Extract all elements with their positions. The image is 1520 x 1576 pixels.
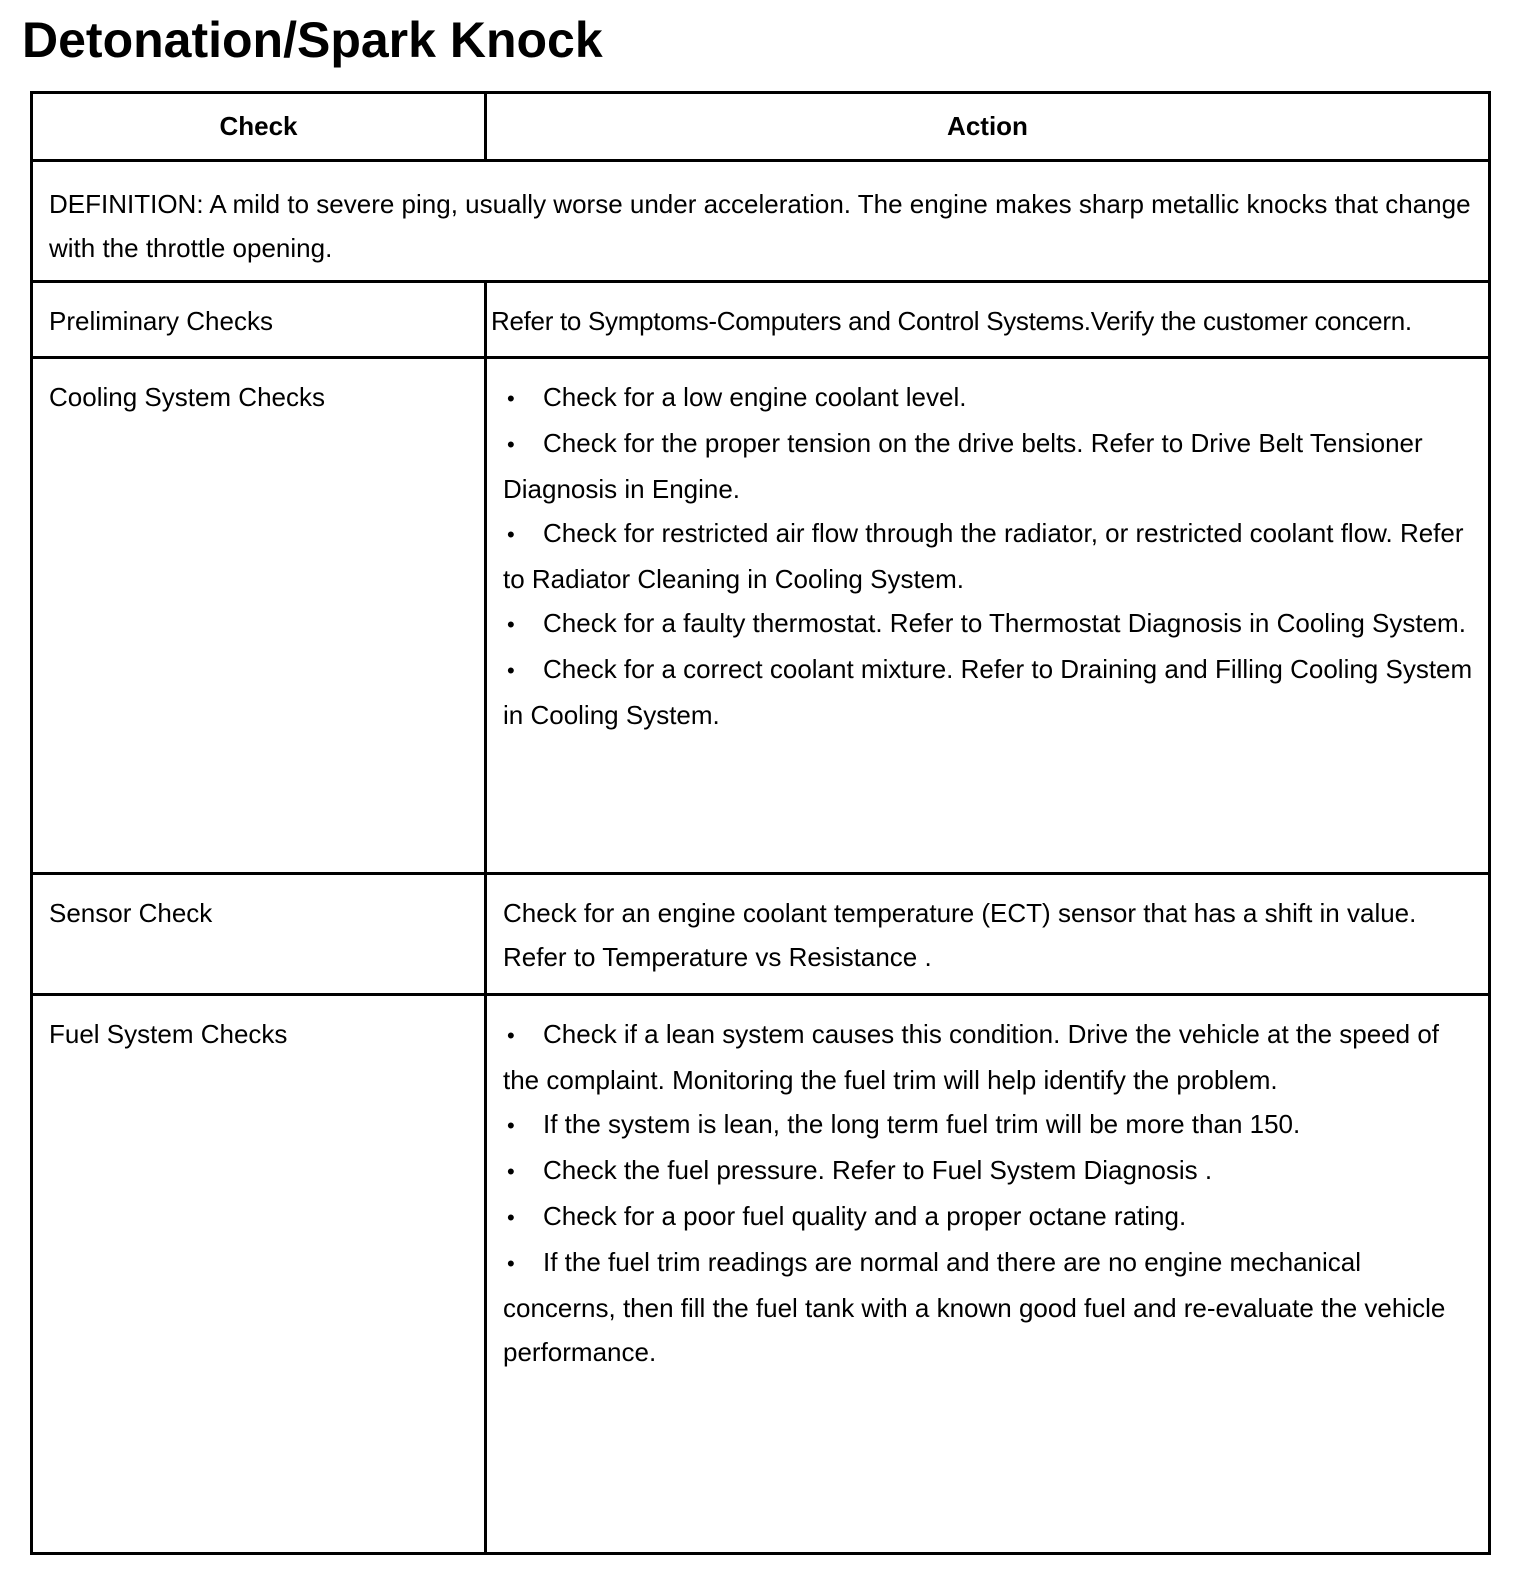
- bullet-text: If the system is lean, the long term fuel trim will be more than 150.: [543, 1109, 1301, 1139]
- page-title: Detonation/Spark Knock: [22, 12, 603, 68]
- check-cell-preliminary: Preliminary Checks: [32, 282, 486, 358]
- action-cell-preliminary: Refer to Symptoms-Computers and Control Systems.Verify the customer concern.: [486, 282, 1490, 358]
- bullet-icon: •: [507, 386, 515, 411]
- action-cell-cooling: [486, 358, 1490, 874]
- check-cell-sensor: Sensor Check: [32, 874, 486, 995]
- definition-row: [32, 161, 1490, 282]
- header-row: [32, 93, 1490, 161]
- action-cell-sensor: Check for an engine coolant temperature (ECT) sensor that has a shift in value. Refer to Temperature vs Resistance .: [486, 874, 1490, 995]
- bullet-text: Check for a poor fuel quality and a proper octane rating.: [543, 1201, 1187, 1231]
- list-item: [503, 1148, 1478, 1194]
- action-cell-fuel: [486, 995, 1490, 1554]
- table-row: [32, 282, 1490, 358]
- check-cell-fuel: Fuel System Checks: [32, 995, 486, 1554]
- bullet-text: Check the fuel pressure. Refer to Fuel System Diagnosis .: [543, 1155, 1213, 1185]
- bullet-text: Check for a low engine coolant level.: [543, 382, 967, 412]
- list-item: [503, 1102, 1478, 1148]
- list-item: [503, 647, 1478, 737]
- definition-text: DEFINITION: A mild to severe ping, usually worse under acceleration. The engine makes sharp metallic knocks that change with the throttle opening.: [32, 161, 1490, 282]
- table-row: [32, 995, 1490, 1554]
- bullet-icon: •: [507, 432, 515, 457]
- list-item: [503, 1240, 1478, 1374]
- list-item: [503, 601, 1478, 647]
- bullet-text: Check for a correct coolant mixture. Refer to Draining and Filling Cooling System in Cooling System.: [503, 654, 1473, 730]
- bullet-text: Check for a faulty thermostat. Refer to Thermostat Diagnosis in Cooling System.: [543, 608, 1466, 638]
- diagnostic-table: [30, 91, 1491, 1555]
- list-item: [503, 511, 1478, 601]
- bullet-icon: •: [507, 1159, 515, 1184]
- bullet-text: Check for restricted air flow through the radiator, or restricted coolant flow. Refer to Radiator Cleaning in Cooling System.: [503, 518, 1464, 594]
- list-item: [503, 421, 1478, 511]
- list-item: [503, 1194, 1478, 1240]
- bullet-icon: •: [507, 522, 515, 547]
- bullet-icon: •: [507, 612, 515, 637]
- list-item: [503, 375, 1478, 421]
- table-row: [32, 358, 1490, 874]
- bullet-text: Check for the proper tension on the drive belts. Refer to Drive Belt Tensioner Diagnosis in Engine.: [503, 428, 1423, 504]
- bullet-icon: •: [507, 1023, 515, 1048]
- bullet-text: Check if a lean system causes this condition. Drive the vehicle at the speed of the complaint. Monitoring the fuel trim will help identify the problem.: [503, 1019, 1440, 1095]
- bullet-text: If the fuel trim readings are normal and there are no engine mechanical concerns, then fill the fuel tank with a known good fuel and re-evaluate the vehicle performance.: [503, 1247, 1446, 1367]
- table-row: [32, 874, 1490, 995]
- bullet-icon: •: [507, 658, 515, 683]
- bullet-icon: •: [507, 1113, 515, 1138]
- column-header-action: Action: [486, 93, 1490, 161]
- column-header-check: Check: [32, 93, 486, 161]
- bullet-icon: •: [507, 1251, 515, 1276]
- list-item: [503, 1012, 1478, 1102]
- bullet-icon: •: [507, 1205, 515, 1230]
- check-cell-cooling: Cooling System Checks: [32, 358, 486, 874]
